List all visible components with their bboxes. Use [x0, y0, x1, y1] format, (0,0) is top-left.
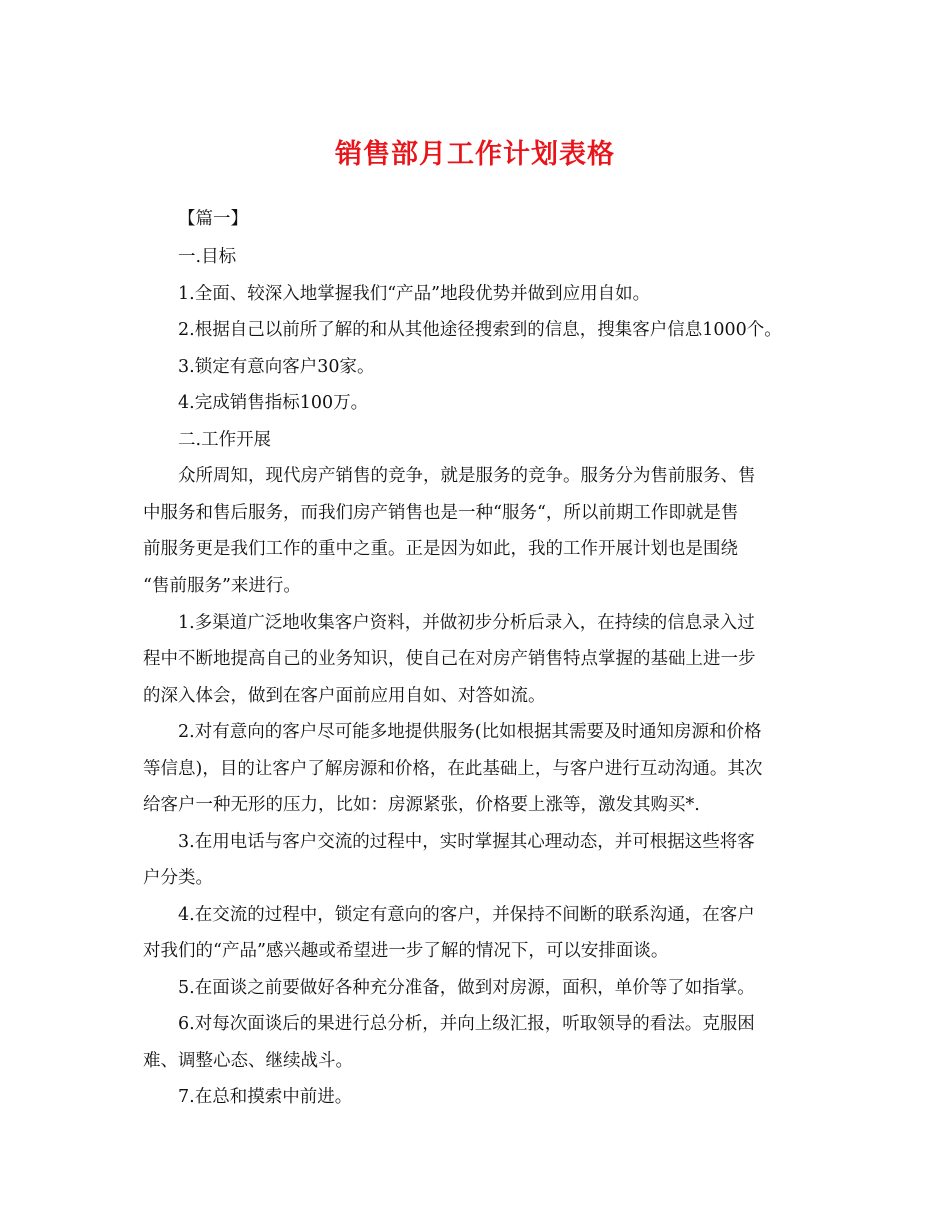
work-item-1: 1.多渠道广泛地收集客户资料，并做初步分析后录入，在持续的信息录入过 — [178, 613, 755, 633]
work-item-4: 4.在交流的过程中，锁定有意向的客户，并保持不间断的联系沟通，在客户 — [178, 905, 755, 925]
goal-item-3: 3.锁定有意向客户30家。 — [178, 357, 375, 377]
heading-goals: 一.目标 — [178, 247, 237, 267]
goal-item-1: 1.全面、较深入地掌握我们“产品”地段优势并做到应用自如。 — [178, 284, 651, 304]
paragraph-line: 等信息)，目的让客户了解房源和价格，在此基础上，与客户进行互动沟通。其次 — [143, 759, 763, 779]
paragraph-line: 户分类。 — [143, 868, 213, 888]
goal-item-2: 2.根据自己以前所了解的和从其他途径搜索到的信息，搜集客户信息1000个。 — [178, 320, 782, 340]
paragraph-line: “售前服务”来进行。 — [143, 576, 301, 596]
paragraph-line: 前服务更是我们工作的重中之重。正是因为如此，我的工作开展计划也是围绕 — [143, 539, 738, 559]
paragraph-line: 给客户一种无形的压力，比如：房源紧张，价格要上涨等，激发其购买*. — [143, 795, 700, 815]
work-item-7: 7.在总和摸索中前进。 — [178, 1087, 353, 1107]
section-marker: 【篇一】 — [178, 209, 248, 229]
work-item-3: 3.在用电话与客户交流的过程中，实时掌握其心理动态，并可根据这些将客 — [178, 832, 755, 852]
goal-item-4: 4.完成销售指标100万。 — [178, 393, 369, 413]
heading-work: 二.工作开展 — [178, 430, 272, 450]
paragraph-line: 众所周知，现代房产销售的竞争，就是服务的竞争。服务分为售前服务、售 — [178, 466, 756, 486]
paragraph-line: 难、调整心态、继续战斗。 — [143, 1051, 353, 1071]
work-item-2: 2.对有意向的客户尽可能多地提供服务(比如根据其需要及时通知房源和价格 — [178, 722, 762, 742]
document-title: 销售部月工作计划表格 — [335, 139, 615, 170]
work-item-6: 6.对每次面谈后的果进行总分析，并向上级汇报，听取领导的看法。克服困 — [178, 1014, 755, 1034]
paragraph-line: 对我们的“产品”感兴趣或希望进一步了解的情况下，可以安排面谈。 — [143, 941, 669, 961]
paragraph-line: 程中不断地提高自己的业务知识，使自己在对房产销售特点掌握的基础上进一步 — [143, 649, 756, 669]
paragraph-line: 中服务和售后服务，而我们房产销售也是一种“服务“，所以前期工作即就是售 — [143, 503, 739, 523]
paragraph-line: 的深入体会，做到在客户面前应用自如、对答如流。 — [143, 686, 546, 706]
work-item-5: 5.在面谈之前要做好各种充分准备，做到对房源，面积，单价等了如指掌。 — [178, 978, 755, 998]
